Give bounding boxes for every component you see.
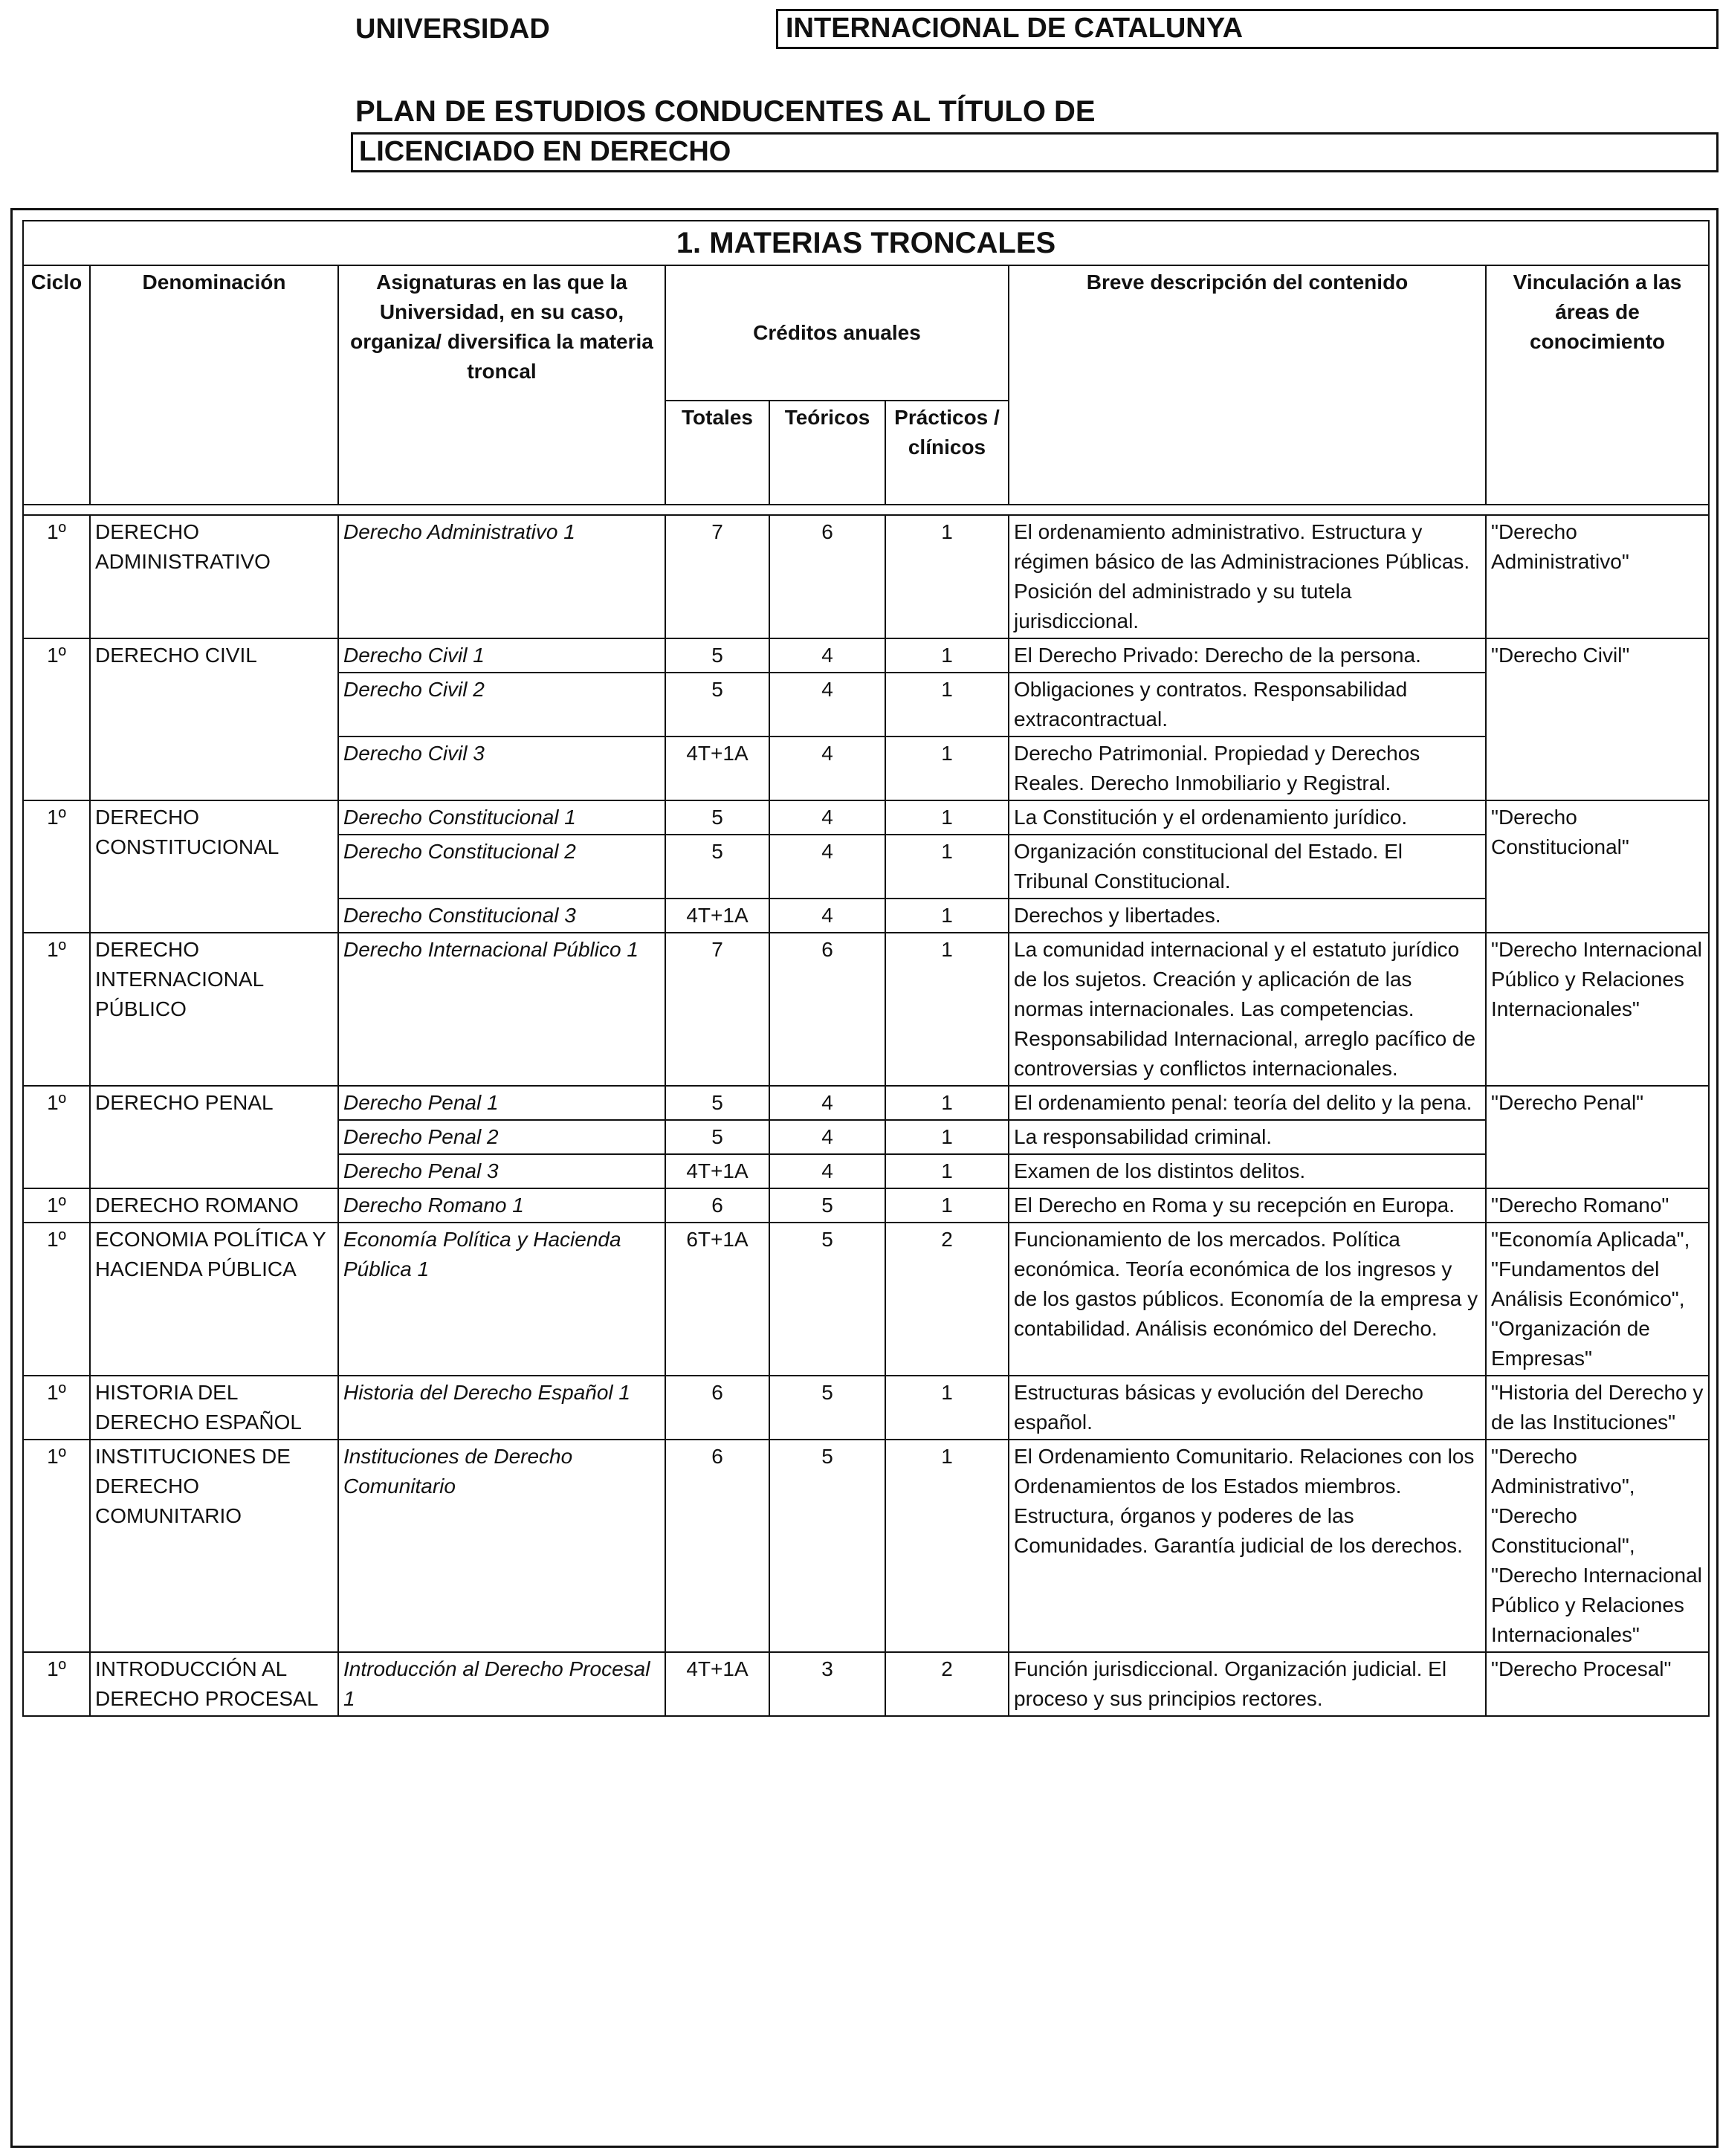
practicos-cell: 2 — [885, 1223, 1009, 1376]
totales-cell: 4T+1A — [665, 1154, 769, 1188]
ciclo-cell: 1º — [23, 1223, 90, 1376]
denominacion-cell: DERECHO INTERNACIONAL PÚBLICO — [90, 933, 338, 1086]
col-vinculacion: Vinculación a las áreas de conocimiento — [1486, 265, 1709, 505]
teoricos-cell: 4 — [769, 1086, 885, 1120]
teoricos-cell: 5 — [769, 1440, 885, 1652]
table-title: 1. MATERIAS TRONCALES — [23, 221, 1709, 265]
vinculacion-cell: "Derecho Internacional Público y Relaciones Internacionales" — [1486, 933, 1709, 1086]
ciclo-cell: 1º — [23, 1440, 90, 1652]
ciclo-cell: 1º — [23, 515, 90, 638]
asignatura-cell: Derecho Romano 1 — [338, 1188, 665, 1223]
totales-cell: 6 — [665, 1376, 769, 1440]
totales-cell: 7 — [665, 933, 769, 1086]
vinculacion-cell: "Economía Aplicada", "Fundamentos del Análisis Económico", "Organización de Empresas" — [1486, 1223, 1709, 1376]
col-asignaturas: Asignaturas en las que la Universidad, en su caso, organiza/ diversifica la materia troncal — [338, 265, 665, 505]
practicos-cell: 1 — [885, 515, 1009, 638]
plan-title: PLAN DE ESTUDIOS CONDUCENTES AL TÍTULO DE — [355, 95, 1096, 128]
practicos-cell: 1 — [885, 1376, 1009, 1440]
descripcion-cell: Obligaciones y contratos. Responsabilidad extracontractual. — [1009, 673, 1486, 737]
practicos-cell: 1 — [885, 835, 1009, 899]
col-teoricos: Teóricos — [769, 401, 885, 505]
asignatura-cell: Derecho Constitucional 1 — [338, 800, 665, 835]
totales-cell: 5 — [665, 1120, 769, 1154]
descripcion-cell: El Derecho en Roma y su recepción en Europa. — [1009, 1188, 1486, 1223]
denominacion-cell: HISTORIA DEL DERECHO ESPAÑOL — [90, 1376, 338, 1440]
vinculacion-cell: "Derecho Romano" — [1486, 1188, 1709, 1223]
teoricos-cell: 6 — [769, 933, 885, 1086]
descripcion-cell: Derechos y libertades. — [1009, 899, 1486, 933]
practicos-cell: 1 — [885, 638, 1009, 673]
totales-cell: 5 — [665, 800, 769, 835]
practicos-cell: 1 — [885, 1120, 1009, 1154]
descripcion-cell: Estructuras básicas y evolución del Derecho español. — [1009, 1376, 1486, 1440]
practicos-cell: 1 — [885, 1440, 1009, 1652]
asignatura-cell: Derecho Civil 2 — [338, 673, 665, 737]
teoricos-cell: 4 — [769, 835, 885, 899]
col-denominacion: Denominación — [90, 265, 338, 505]
descripcion-cell: El ordenamiento penal: teoría del delito y la pena. — [1009, 1086, 1486, 1120]
descripcion-cell: El ordenamiento administrativo. Estructura y régimen básico de las Administraciones Públicas. Posición del administrado y su tutela jurisdiccional. — [1009, 515, 1486, 638]
vinculacion-cell: "Historia del Derecho y de las Instituciones" — [1486, 1376, 1709, 1440]
practicos-cell: 1 — [885, 1154, 1009, 1188]
teoricos-cell: 5 — [769, 1223, 885, 1376]
ciclo-cell: 1º — [23, 800, 90, 933]
ciclo-cell: 1º — [23, 1086, 90, 1188]
denominacion-cell: INTRODUCCIÓN AL DERECHO PROCESAL — [90, 1652, 338, 1716]
denominacion-cell: DERECHO PENAL — [90, 1086, 338, 1188]
asignatura-cell: Derecho Constitucional 2 — [338, 835, 665, 899]
practicos-cell: 1 — [885, 673, 1009, 737]
university-name-box: INTERNACIONAL DE CATALUNYA — [776, 9, 1719, 49]
totales-cell: 5 — [665, 673, 769, 737]
practicos-cell: 1 — [885, 1086, 1009, 1120]
header-gap — [23, 505, 1709, 515]
teoricos-cell: 4 — [769, 673, 885, 737]
practicos-cell: 2 — [885, 1652, 1009, 1716]
asignatura-cell: Instituciones de Derecho Comunitario — [338, 1440, 665, 1652]
teoricos-cell: 6 — [769, 515, 885, 638]
table-row — [23, 1440, 1709, 1652]
table-row — [23, 1223, 1709, 1376]
practicos-cell: 1 — [885, 899, 1009, 933]
descripcion-cell: Examen de los distintos delitos. — [1009, 1154, 1486, 1188]
asignatura-cell: Derecho Penal 2 — [338, 1120, 665, 1154]
asignatura-cell: Derecho Penal 3 — [338, 1154, 665, 1188]
denominacion-cell: DERECHO ROMANO — [90, 1188, 338, 1223]
university-label: UNIVERSIDAD — [355, 13, 550, 45]
denominacion-cell: INSTITUCIONES DE DERECHO COMUNITARIO — [90, 1440, 338, 1652]
table-row — [23, 1086, 1709, 1120]
totales-cell: 5 — [665, 1086, 769, 1120]
descripcion-cell: El Derecho Privado: Derecho de la persona. — [1009, 638, 1486, 673]
vinculacion-cell: "Derecho Procesal" — [1486, 1652, 1709, 1716]
table-row — [23, 1376, 1709, 1440]
table-row — [23, 1188, 1709, 1223]
denominacion-cell: DERECHO CIVIL — [90, 638, 338, 800]
col-descripcion: Breve descripción del contenido — [1009, 265, 1486, 505]
table-row — [23, 515, 1709, 638]
practicos-cell: 1 — [885, 737, 1009, 800]
vinculacion-cell: "Derecho Administrativo" — [1486, 515, 1709, 638]
descripcion-cell: Función jurisdiccional. Organización judicial. El proceso y sus principios rectores. — [1009, 1652, 1486, 1716]
vinculacion-cell: "Derecho Administrativo", "Derecho Constitucional", "Derecho Internacional Público y Relaciones Internacionales" — [1486, 1440, 1709, 1652]
table-row — [23, 800, 1709, 835]
col-creditos: Créditos anuales — [665, 265, 1009, 401]
ciclo-cell: 1º — [23, 1188, 90, 1223]
practicos-cell: 1 — [885, 933, 1009, 1086]
vinculacion-cell: "Derecho Penal" — [1486, 1086, 1709, 1188]
ciclo-cell: 1º — [23, 638, 90, 800]
table-head — [23, 221, 1709, 515]
teoricos-cell: 4 — [769, 800, 885, 835]
degree-box: LICENCIADO EN DERECHO — [351, 132, 1719, 172]
table-row — [23, 638, 1709, 673]
asignatura-cell: Derecho Civil 1 — [338, 638, 665, 673]
asignatura-cell: Derecho Penal 1 — [338, 1086, 665, 1120]
descripcion-cell: La responsabilidad criminal. — [1009, 1120, 1486, 1154]
asignatura-cell: Historia del Derecho Español 1 — [338, 1376, 665, 1440]
totales-cell: 6T+1A — [665, 1223, 769, 1376]
vinculacion-cell: "Derecho Civil" — [1486, 638, 1709, 800]
practicos-cell: 1 — [885, 1188, 1009, 1223]
col-ciclo: Ciclo — [23, 265, 90, 505]
descripcion-cell: Funcionamiento de los mercados. Política económica. Teoría económica de los ingresos y de los gastos públicos. Economía de la empresa y contabilidad. Análisis económico del Derecho. — [1009, 1223, 1486, 1376]
descripcion-cell: Organización constitucional del Estado. El Tribunal Constitucional. — [1009, 835, 1486, 899]
descripcion-cell: La comunidad internacional y el estatuto jurídico de los sujetos. Creación y aplicación de las normas internacionales. Las competencias. Responsabilidad Internacional, arreglo pacífico de controversias y conflictos internacionales. — [1009, 933, 1486, 1086]
totales-cell: 4T+1A — [665, 1652, 769, 1716]
teoricos-cell: 3 — [769, 1652, 885, 1716]
teoricos-cell: 4 — [769, 1120, 885, 1154]
teoricos-cell: 4 — [769, 1154, 885, 1188]
col-totales: Totales — [665, 401, 769, 505]
table-row — [23, 933, 1709, 1086]
teoricos-cell: 4 — [769, 899, 885, 933]
totales-cell: 4T+1A — [665, 737, 769, 800]
denominacion-cell: DERECHO ADMINISTRATIVO — [90, 515, 338, 638]
totales-cell: 4T+1A — [665, 899, 769, 933]
totales-cell: 5 — [665, 638, 769, 673]
teoricos-cell: 4 — [769, 737, 885, 800]
materias-troncales-table — [22, 220, 1710, 1717]
descripcion-cell: Derecho Patrimonial. Propiedad y Derechos Reales. Derecho Inmobiliario y Registral. — [1009, 737, 1486, 800]
totales-cell: 6 — [665, 1440, 769, 1652]
asignatura-cell: Derecho Administrativo 1 — [338, 515, 665, 638]
denominacion-cell: DERECHO CONSTITUCIONAL — [90, 800, 338, 933]
totales-cell: 7 — [665, 515, 769, 638]
asignatura-cell: Derecho Civil 3 — [338, 737, 665, 800]
vinculacion-cell: "Derecho Constitucional" — [1486, 800, 1709, 933]
asignatura-cell: Economía Política y Hacienda Pública 1 — [338, 1223, 665, 1376]
ciclo-cell: 1º — [23, 933, 90, 1086]
table-row — [23, 1652, 1709, 1716]
table-body — [23, 515, 1709, 1716]
asignatura-cell: Introducción al Derecho Procesal 1 — [338, 1652, 665, 1716]
descripcion-cell: La Constitución y el ordenamiento jurídico. — [1009, 800, 1486, 835]
asignatura-cell: Derecho Constitucional 3 — [338, 899, 665, 933]
teoricos-cell: 5 — [769, 1188, 885, 1223]
col-practicos: Prácticos / clínicos — [885, 401, 1009, 505]
ciclo-cell: 1º — [23, 1376, 90, 1440]
practicos-cell: 1 — [885, 800, 1009, 835]
asignatura-cell: Derecho Internacional Público 1 — [338, 933, 665, 1086]
ciclo-cell: 1º — [23, 1652, 90, 1716]
denominacion-cell: ECONOMIA POLÍTICA Y HACIENDA PÚBLICA — [90, 1223, 338, 1376]
totales-cell: 5 — [665, 835, 769, 899]
teoricos-cell: 5 — [769, 1376, 885, 1440]
totales-cell: 6 — [665, 1188, 769, 1223]
teoricos-cell: 4 — [769, 638, 885, 673]
descripcion-cell: El Ordenamiento Comunitario. Relaciones con los Ordenamientos de los Estados miembros. Estructura, órganos y poderes de las Comunidades. Garantía judicial de los derechos. — [1009, 1440, 1486, 1652]
